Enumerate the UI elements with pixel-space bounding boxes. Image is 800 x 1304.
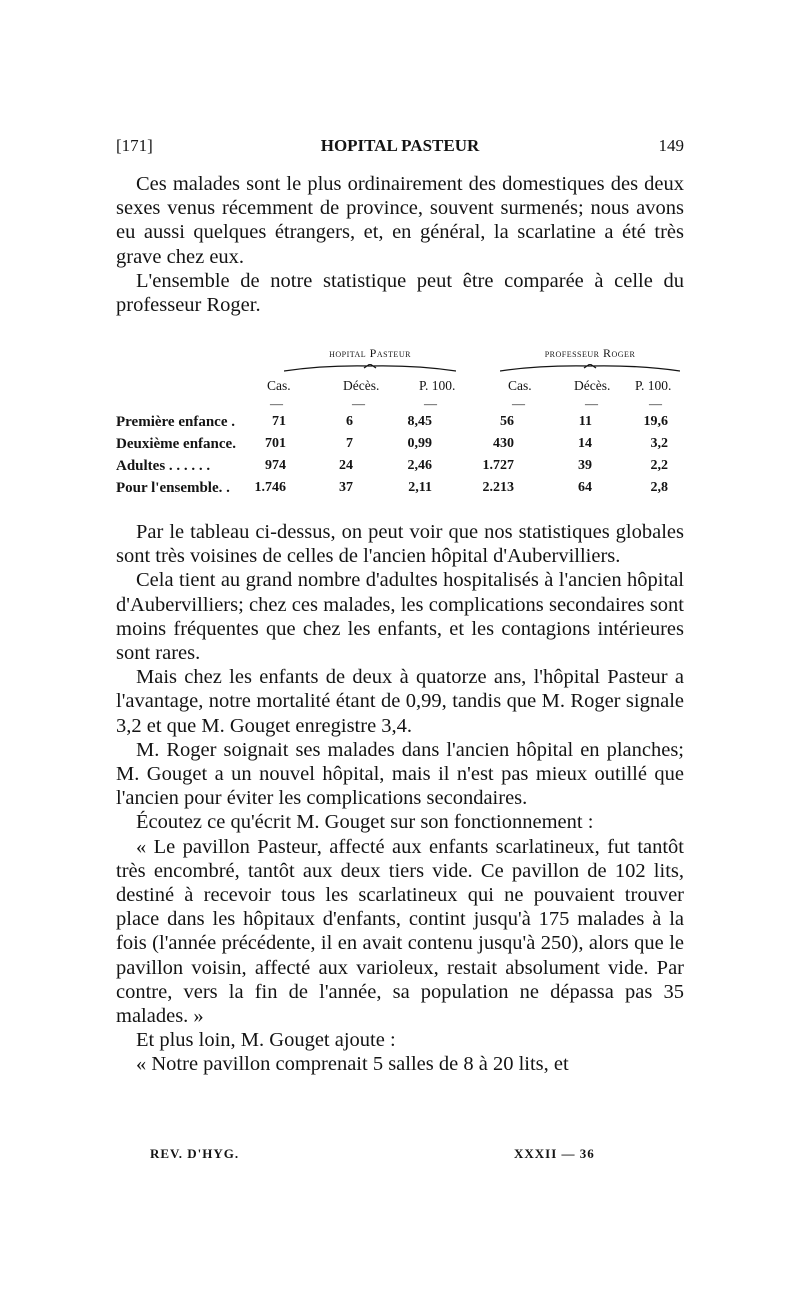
table-cell: 11 [578, 414, 592, 429]
group-header-hopital-pasteur: hopital Pasteur [329, 346, 411, 360]
table-cell: 56 [500, 414, 514, 429]
table-cell: 2.213 [482, 480, 514, 495]
table-cell: 24 [339, 458, 353, 473]
column-header: Cas. [267, 378, 291, 393]
dash-separator: — [512, 396, 525, 411]
page-footer [116, 1146, 684, 1166]
dash-separator: — [352, 396, 365, 411]
table-cell: 974 [265, 458, 286, 473]
page-reference: [171] [116, 136, 153, 155]
paragraph: L'ensemble de notre statistique peut être comparée à celle du professeur Roger. [116, 269, 684, 317]
column-header: Décès. [574, 378, 611, 393]
group-brace [500, 364, 680, 372]
paragraph: Ces malades sont le plus ordinairement des domestiques des deux sexes venus récemment de province, souvent surmenés; nous avons eu aussi quelques étrangers, et, en général, la scarlatine a été très grave chez eux. [116, 173, 684, 268]
running-title: HOPITAL PASTEUR [320, 136, 480, 155]
group-header-professeur-roger: professeur Roger [544, 346, 636, 360]
table-cell: 0,99 [407, 436, 432, 451]
paragraph: Par le tableau ci-dessus, on peut voir que nos statistiques globales sont très voisines de celles de l'ancien hôpital d'Aubervilliers. [116, 521, 684, 568]
table-cell: 2,2 [650, 458, 668, 473]
page-number: 149 [658, 136, 684, 155]
intro-text [116, 172, 684, 317]
table-cell: 8,45 [407, 414, 432, 429]
column-header: Décès. [343, 378, 380, 393]
dash-separator: — [649, 396, 662, 411]
table-cell: 430 [493, 436, 514, 451]
dash-separator: — [270, 396, 283, 411]
table-cell: 2,11 [408, 480, 432, 495]
row-label: Deuxième enfance. [116, 436, 236, 452]
table-cell: 2,46 [407, 458, 432, 473]
column-header: Cas. [508, 378, 532, 393]
group-brace [284, 364, 456, 372]
row-label: Adultes . . . . . . [116, 458, 211, 474]
paragraph: Écoutez ce qu'écrit M. Gouget sur son fonctionnement : [136, 811, 594, 834]
quotation: « Notre pavillon comprenait 5 salles de 8 à 20 lits, et [136, 1053, 569, 1076]
table-cell: 71 [272, 414, 286, 429]
dash-separator: — [424, 396, 437, 411]
table-cell: 39 [578, 458, 592, 473]
table-cell: 1.746 [254, 480, 286, 495]
table-cell: 6 [346, 414, 353, 429]
running-header [116, 136, 684, 160]
table-cell: 1.727 [482, 458, 514, 473]
row-label: Première enfance . [116, 414, 235, 430]
body-text [116, 520, 684, 1077]
dash-separator: — [585, 396, 598, 411]
table-cell: 3,2 [650, 436, 668, 451]
paragraph: M. Roger soignait ses malades dans l'ancien hôpital en planches; M. Gouget a un nouvel hôpital, mais il n'est pas mieux outillé que l'ancien pour éviter les complications secondaires. [116, 738, 684, 810]
paragraph: Mais chez les enfants de deux à quatorze ans, l'hôpital Pasteur a l'avantage, notre mortalité étant de 0,99, tandis que M. Roger signale 3,2 et que M. Gouget enregistre 3,4. [116, 666, 684, 737]
column-header: P. 100. [419, 378, 456, 393]
table-cell: 2,8 [650, 480, 668, 495]
quotation: « Le pavillon Pasteur, affecté aux enfants scarlatineux, fut tantôt très encombré, tantôt aux deux tiers vide. Ce pavillon de 102 lits, destiné à recevoir tous les scarlatineux qui ne pouvaient trouver place dans les hôpitaux d'enfants, contint jusqu'à 175 malades à la fois (l'année précédente, il en avait contenu jusqu'à 250), alors que le pavillon voisin, affecté aux varioleux, restait absolument vide. Par contre, vers la fin de l'année, sa population ne dépassa pas 35 malades. » [116, 835, 684, 1028]
table-cell: 7 [346, 436, 353, 451]
table-cell: 14 [578, 436, 592, 451]
column-header: P. 100. [635, 378, 672, 393]
table-cell: 19,6 [643, 414, 668, 429]
row-label: Pour l'ensemble. . [116, 480, 230, 496]
table-cell: 37 [339, 480, 353, 495]
statistics-table [116, 338, 684, 498]
volume-signature: XXXII — 36 [514, 1146, 595, 1161]
journal-signature: REV. D'HYG. [150, 1146, 240, 1161]
paragraph: Et plus loin, M. Gouget ajoute : [136, 1029, 396, 1052]
table-cell: 701 [265, 436, 286, 451]
table-cell: 64 [578, 480, 592, 495]
paragraph: Cela tient au grand nombre d'adultes hospitalisés à l'ancien hôpital d'Aubervilliers; chez ces malades, les complications secondaires sont moins fréquentes que chez les enfants, et les contagions intérieures sont rares. [116, 569, 684, 665]
